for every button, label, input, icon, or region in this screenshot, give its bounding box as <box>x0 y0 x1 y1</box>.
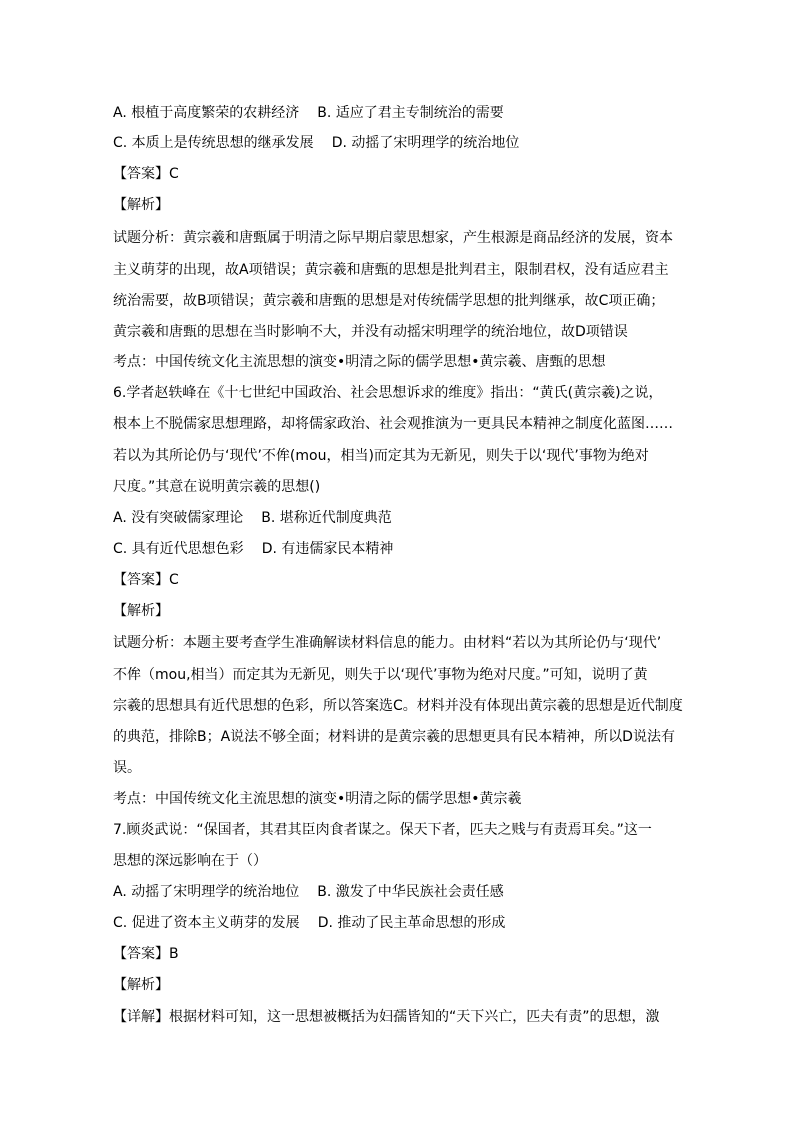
q5-option-a: A. 根植于高度繁荣的农耕经济 <box>113 105 300 121</box>
q6-analysis-line: 宗羲的思想具有近代思想的色彩，所以答案选C。材料并没有体现出黄宗羲的思想是近代制度 <box>113 698 683 714</box>
q6-stem-line: 尺度。”其意在说明黄宗羲的思想() <box>113 479 321 495</box>
q6-analysis-line: 误。 <box>113 760 141 776</box>
q6-options-row-2 <box>113 539 393 559</box>
q7-option-c: C. 促进了资本主义萌芽的发展 <box>113 915 300 931</box>
q7-option-a: A. 动摇了宋明理学的统治地位 <box>113 884 300 900</box>
q6-options-row-1 <box>113 508 392 528</box>
q7-stem-line: 思想的深远影响在于（） <box>113 853 267 869</box>
q6-option-c: C. 具有近代思想色彩 <box>113 541 244 557</box>
q7-option-b: B. 激发了中华民族社会责任感 <box>317 884 504 900</box>
q7-stem-line: 7.顾炎武说：“保国者，其君其臣肉食者谋之。保天下者，匹夫之贱与有责焉耳矣。”这一 <box>113 822 652 838</box>
q7-options-row-2 <box>113 913 505 933</box>
q6-stem-line: 根本上不脱儒家思想理路，却将儒家政治、社会观推演为一更具民本精神之制度化蓝图…… <box>113 416 673 432</box>
q7-answer: 【答案】B <box>113 946 179 962</box>
q7-detail-line: 【详解】根据材料可知，这一思想被概括为妇孺皆知的“天下兴亡，匹夫有责”的思想，激 <box>113 1009 660 1025</box>
q5-analysis-line: 主义萌芽的出现，故A项错误；黄宗羲和唐甄的思想是批判君主，限制君权，没有适应君主 <box>113 262 669 278</box>
q6-stem-line: 6.学者赵轶峰在《十七世纪中国政治、社会思想诉求的维度》指出：“黄氏(黄宗羲)之说， <box>113 385 663 401</box>
q7-analysis-label: 【解析】 <box>113 977 169 993</box>
q6-answer: 【答案】C <box>113 572 179 588</box>
q6-analysis-line: 不侔（mou,相当）而定其为无新见，则失于以‘现代’事物为绝对尺度。”可知，说明了黄 <box>113 667 648 683</box>
q5-analysis-line: 统治需要，故B项错误；黄宗羲和唐甄的思想是对传统儒学思想的批判继承，故C项正确； <box>113 293 665 309</box>
q5-options-row-1 <box>113 103 504 123</box>
q6-point: 考点：中国传统文化主流思想的演变•明清之际的儒学思想•黄宗羲 <box>113 791 522 807</box>
q5-analysis-line: 试题分析：黄宗羲和唐甄属于明清之际早期启蒙思想家，产生根源是商品经济的发展，资本 <box>113 230 673 246</box>
q5-option-d: D. 动摇了宋明理学的统治地位 <box>331 135 520 151</box>
q5-answer: 【答案】C <box>113 166 179 182</box>
q5-options-row-2 <box>113 133 519 153</box>
q5-option-c: C. 本质上是传统思想的继承发展 <box>113 135 314 151</box>
q6-analysis-line: 试题分析：本题主要考查学生准确解读材料信息的能力。由材料“若以为其所论仍与‘现代’ <box>113 635 662 651</box>
q6-option-d: D. 有违儒家民本精神 <box>261 541 394 557</box>
q6-option-b: B. 堪称近代制度典范 <box>261 510 392 526</box>
q6-option-a: A. 没有突破儒家理论 <box>113 510 244 526</box>
q6-stem-line: 若以为其所论仍与‘现代’不侔(mou，相当)而定其为无新见，则失于以‘现代’事物为绝对 <box>113 448 649 464</box>
q5-point: 考点：中国传统文化主流思想的演变•明清之际的儒学思想•黄宗羲、唐甄的思想 <box>113 354 606 370</box>
q7-options-row-1 <box>113 882 504 902</box>
q6-analysis-line: 的典范，排除B；A说法不够全面；材料讲的是黄宗羲的思想更具有民本精神，所以D说法有 <box>113 729 675 745</box>
q5-analysis-line: 黄宗羲和唐甄的思想在当时影响不大，并没有动摇宋明理学的统治地位，故D项错误 <box>113 324 628 340</box>
q7-option-d: D. 推动了民主革命思想的形成 <box>317 915 506 931</box>
q5-analysis-label: 【解析】 <box>113 197 169 213</box>
q6-analysis-label: 【解析】 <box>113 603 169 619</box>
q5-option-b: B. 适应了君主专制统治的需要 <box>317 105 504 121</box>
